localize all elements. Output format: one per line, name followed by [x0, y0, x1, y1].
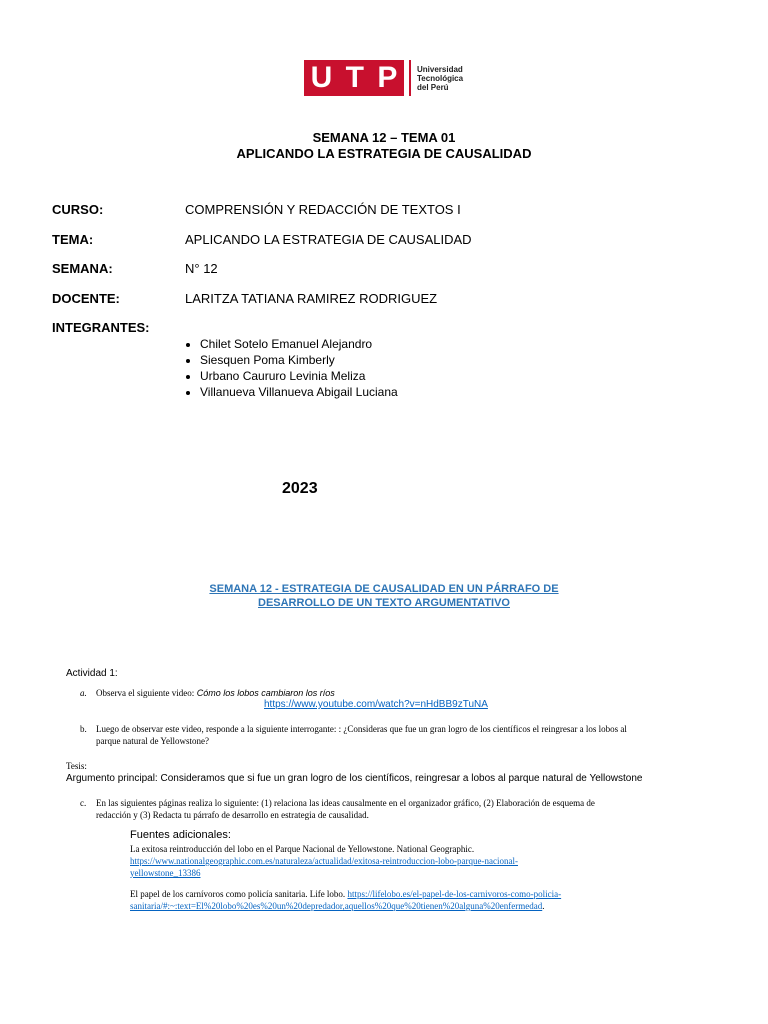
year: 2023	[282, 480, 318, 497]
header-line-2: APLICANDO LA ESTRATEGIA DE CAUSALIDAD	[236, 146, 532, 161]
logo-line-2: Tecnológica	[417, 73, 464, 83]
source-1	[130, 843, 730, 879]
source-1-text: La exitosa reintroducción del lobo en el Parque Nacional de Yellowstone. National Geographic.	[130, 844, 475, 854]
source-1-link-line-2[interactable]: yellowstone_13386	[130, 868, 201, 878]
logo-letter-t: T	[345, 61, 364, 94]
source-2	[130, 888, 740, 912]
list-item: • Siesquen Poma Kimberly	[200, 352, 398, 368]
semana-value: N° 12	[185, 261, 218, 276]
semana-label: SEMANA:	[52, 261, 113, 276]
source-2-link-line-2[interactable]: sanitaria/#:~:text=El%20lobo%20es%20un%20depredador,aquellos%20que%20tienen%20alguna%20enfermedad	[130, 901, 543, 911]
integrantes-label: INTEGRANTES:	[52, 320, 150, 335]
item-a-video-title: Cómo los lobos cambiaron los ríos	[196, 688, 335, 698]
item-c-line-2: redacción y (3) Redacta tu párrafo de desarrollo en estrategia de causalidad.	[96, 810, 369, 820]
docente-label: DOCENTE:	[52, 291, 120, 306]
header-line-1: SEMANA 12 – TEMA 01	[312, 130, 456, 145]
logo-letter-p: P	[377, 61, 398, 94]
source-1-link-line-1[interactable]: https://www.nationalgeographic.com.es/naturaleza/actualidad/exitosa-reintroduccion-lobo-parque-nacional-	[130, 856, 519, 866]
logo-text	[417, 65, 463, 92]
logo-divider	[409, 60, 411, 96]
section-title-line-2[interactable]: DESARROLLO DE UN TEXTO ARGUMENTATIVO	[258, 597, 510, 609]
utp-logo-mark	[304, 60, 404, 96]
curso-value: COMPRENSIÓN Y REDACCIÓN DE TEXTOS I	[185, 202, 461, 217]
logo-letter-u: U	[310, 61, 333, 94]
section-title[interactable]	[0, 582, 768, 610]
source-2-link-line-1[interactable]: https://lifelobo.es/el-papel-de-los-carnivoros-como-policia-	[347, 889, 562, 899]
integrantes-list	[170, 336, 398, 400]
source-2-end: .	[542, 901, 545, 911]
section-title-line-1[interactable]: SEMANA 12 - ESTRATEGIA DE CAUSALIDAD EN UN PÁRRAFO DE	[209, 583, 559, 595]
tema-label: TEMA:	[52, 232, 94, 247]
activity-title: Actividad 1:	[66, 668, 118, 679]
docente-value: LARITZA TATIANA RAMIREZ RODRIGUEZ	[185, 291, 438, 306]
source-2-text: El papel de los carnívoros como policía sanitaria. Life lobo.	[130, 889, 346, 899]
item-a	[96, 687, 335, 699]
item-b-line-1: Luego de observar este video, responde a la siguiente interrogante: : ¿Consideras que fue un gran logro de los científicos el reingresar a los lobos al	[96, 724, 627, 734]
youtube-link[interactable]: https://www.youtube.com/watch?v=nHdBB9zTuNA	[264, 699, 488, 710]
item-a-marker: a.	[80, 688, 87, 698]
curso-label: CURSO:	[52, 202, 104, 217]
item-b-marker: b.	[80, 724, 87, 734]
item-b-line-2: parque natural de Yellowstone?	[96, 736, 209, 746]
logo-line-3: del Perú	[417, 82, 449, 92]
logo-line-1: Universidad	[417, 64, 463, 74]
item-c-marker: c.	[80, 798, 87, 808]
item-b	[96, 723, 736, 747]
list-item: • Chilet Sotelo Emanuel Alejandro	[200, 336, 398, 352]
item-c-line-1: En las siguientes páginas realiza lo siguiente: (1) relaciona las ideas causalmente en el organizador gráfico, (2) Elaboración de esquema de	[96, 798, 595, 808]
argumento-text: Consideramos que si fue un gran logro de los científicos, reingresar a lobos al parque natural de Yellowstone	[157, 773, 643, 784]
item-c	[96, 797, 736, 821]
list-item: • Urbano Caururo Levinia Meliza	[200, 368, 398, 384]
utp-logo	[304, 60, 463, 96]
list-item: • Villanueva Villanueva Abigail Luciana	[200, 384, 398, 400]
argumento-label: Argumento principal:	[66, 773, 158, 784]
tema-value: APLICANDO LA ESTRATEGIA DE CAUSALIDAD	[185, 232, 472, 247]
sources-title: Fuentes adicionales:	[130, 829, 231, 841]
item-a-text: Observa el siguiente video:	[96, 688, 195, 698]
argumento-principal	[66, 772, 642, 785]
document-header	[0, 130, 768, 162]
tesis-label: Tesis:	[66, 761, 87, 771]
